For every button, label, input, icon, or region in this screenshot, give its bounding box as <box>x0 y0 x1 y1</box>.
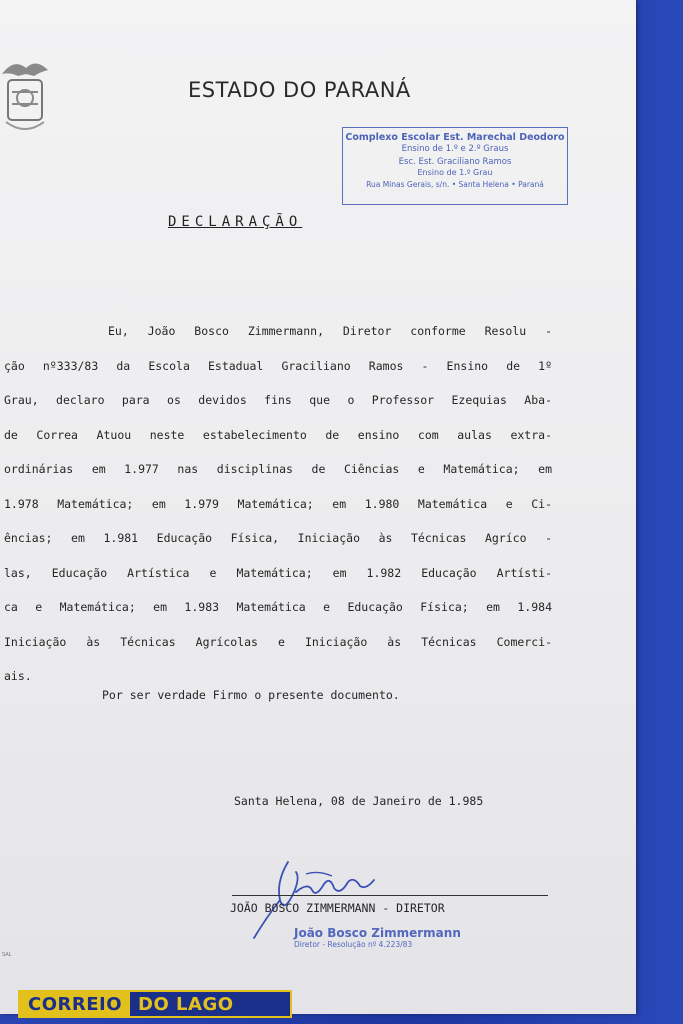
stamp-name: João Bosco Zimmermann <box>294 926 461 940</box>
stamp-line-2: Ensino de 1.º e 2.º Graus <box>401 144 509 154</box>
school-stamp <box>342 127 568 205</box>
body-line: Grau, declaro para os devidos fins que o Professor Ezequias Aba- <box>4 393 552 407</box>
body-line: de Correa Atuou neste estabelecimento de ensino com aulas extra- <box>4 427 552 442</box>
body-line: Iniciação às Técnicas Agrícolas e Iniciação às Técnicas Comerci- <box>4 634 552 649</box>
body-line: ção nº333/83 da Escola Estadual Graciliano Ramos - Ensino de 1º <box>4 358 552 373</box>
state-title: ESTADO DO PARANÁ <box>188 78 411 102</box>
stamp-line-1: Complexo Escolar Est. Marechal Deodoro <box>345 132 565 143</box>
stamp-line-4: Ensino de 1.º Grau <box>417 168 493 177</box>
parana-coat-of-arms-icon <box>0 52 50 138</box>
stamp-role: Diretor - Resolução nº 4.223/83 <box>294 940 413 949</box>
closing-statement: Por ser verdade Firmo o presente documento. <box>102 688 400 702</box>
stamp-line-5: Rua Minas Gerais, s/n. • Santa Helena • Paraná <box>366 180 544 189</box>
director-name-stamp <box>294 926 461 949</box>
body-line: ca e Matemática; em 1.983 Matemática e Educação Física; em 1.984 <box>4 600 552 614</box>
declaration-body <box>4 314 552 694</box>
signature-line <box>232 895 548 896</box>
body-line: Eu, João Bosco Zimmermann, Diretor conforme Resolu - <box>108 324 552 338</box>
body-line: 1.978 Matemática; em 1.979 Matemática; em 1.980 Matemática e Ci- <box>4 496 552 511</box>
body-line: ordinárias em 1.977 nas disciplinas de Ciências e Matemática; em <box>4 462 552 476</box>
watermark-do-lago: DO LAGO <box>138 993 234 1015</box>
stamp-line-3: Esc. Est. Graciliano Ramos <box>398 157 512 167</box>
correio-do-lago-watermark <box>18 990 292 1018</box>
signatory-name: JOÃO BOSCO ZIMMERMANN - DIRETOR <box>230 901 445 915</box>
document-heading: DECLARAÇÃO <box>168 214 303 230</box>
body-line: ências; em 1.981 Educação Física, Iniciação às Técnicas Agríco - <box>4 531 552 545</box>
place-and-date: Santa Helena, 08 de Janeiro de 1.985 <box>234 794 484 808</box>
body-line: ais. <box>4 669 32 683</box>
body-line: las, Educação Artística e Matemática; em 1.982 Educação Artísti- <box>4 565 552 580</box>
footnote-mark: SAL <box>2 952 12 958</box>
watermark-correio: CORREIO <box>20 992 130 1016</box>
